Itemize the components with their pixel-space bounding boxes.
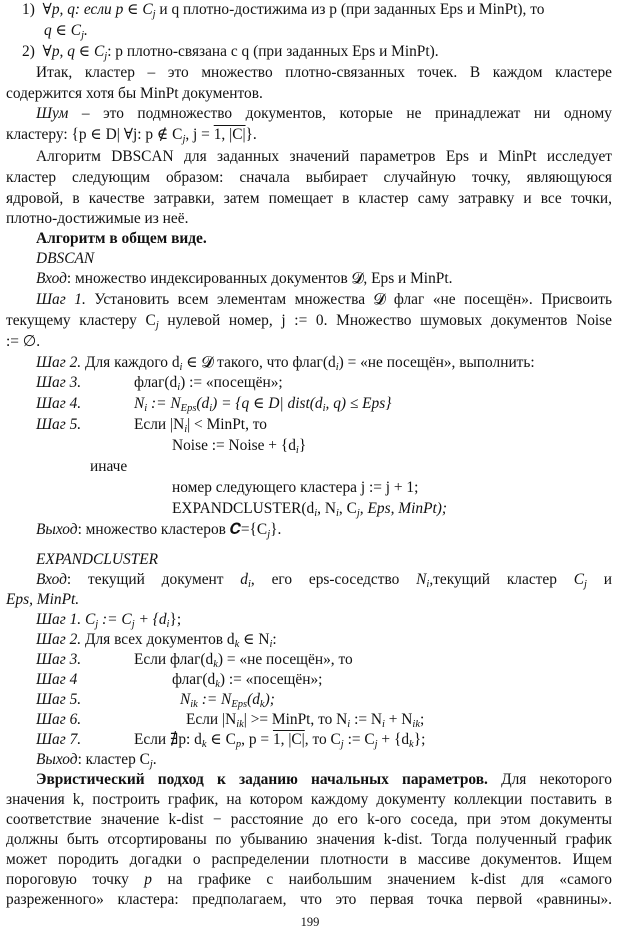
- page-number: 199: [300, 915, 320, 929]
- noise-definition-1: Шум – это подмножество документов, которые не принадлежат ни одному: [36, 105, 612, 122]
- heuristic-line-5: может породить догадки о распределении плотности в массиве документов. Ищем: [6, 851, 612, 868]
- dbscan-step-2: Шаг 2. Для каждого $d_i$ ∈ 𝓓 такого, что $флаг(d_i)$ = «не посещён», выполнить:: [36, 354, 535, 373]
- heuristic-line-3: соответствие значение k-dist − расстояние до его k-ого соседа, при этом документы: [6, 811, 612, 828]
- expand-output: Выход: кластер $C_j$.: [36, 751, 157, 770]
- cluster-definition-2: содержится хотя бы MinPt документов.: [6, 85, 263, 102]
- heuristic-line-4: должны быть отсортированы по убыванию значения k-dist. Тогда полученный график: [6, 831, 612, 848]
- algo-desc-2: кластер следующим образом: сначала выбирает случайную точку, являющуюся: [6, 169, 612, 186]
- algo-desc-4: плотно-достижимые из неё.: [6, 210, 189, 227]
- dbscan-step-1-end: := ∅.: [6, 333, 41, 350]
- dbscan-input: Вход: множество индексированных документов 𝓓, Eps и MinPt.: [36, 270, 453, 287]
- dbscan-step-5-label: Шаг 5.: [36, 416, 82, 433]
- expand-step-6: Если $|N_{ik}|$ >= MinPt, то $N_i$ := $N_i + N_{ik}$;: [186, 711, 425, 730]
- dbscan-step-1-cont: текущему кластеру $C_j$ нулевой номер, j := 0. Множество шумовых документов Noise: [6, 312, 613, 331]
- condition-1-cont: q ∈ $C_j$.: [44, 22, 88, 41]
- cluster-definition-1: Итак, кластер – это множество плотно-связанных точек. В каждом кластере: [36, 64, 612, 81]
- dbscan-step-1: Шаг 1. Установить всем элементам множества 𝓓 флаг «не посещён». Присвоить: [36, 291, 612, 308]
- noise-update: Noise := Noise + $\{d_i\}$: [172, 437, 307, 456]
- noise-definition-2: кластеру: {p ∈ D| ∀j: p ∉ $C_j$, j = 1, |C|}.: [6, 126, 257, 145]
- expand-input: Вход: текущий документ $d_i$, его eps-соседство $N_i,текущий$ кластер $C_j$ и: [36, 571, 612, 590]
- dbscan-title: DBSCAN: [36, 250, 95, 267]
- section-heading: Алгоритм в общем виде.: [36, 230, 207, 247]
- expand-step-4-label: Шаг 4: [36, 671, 78, 688]
- expand-step-3: Если $флаг(d_k)$ = «не посещён», то: [134, 651, 353, 670]
- condition-2: 2) ∀p, q ∈ $C_j$: p плотно-связана с q (при заданных Eps и MinPt).: [22, 43, 439, 62]
- expand-step-6-label: Шаг 6.: [36, 711, 82, 728]
- expand-title: EXPANDCLUSTER: [36, 551, 158, 568]
- dbscan-step-3-label: Шаг 3.: [36, 374, 82, 391]
- dbscan-step-4: $N_i$ := $N_{Eps}(d_i) = \{q$ ∈ D| $dist(d_i$, q) ≤ Eps}: [134, 395, 392, 414]
- dbscan-output: Выход: множество кластеров $𝑪=\{C_j\}$.: [36, 521, 282, 540]
- expand-step-7: Если ∄p: $d_k$ ∈ $C_p$, p = 1, |C|, то $C_j$ := $C_j + \{d_k\}$;: [134, 731, 426, 750]
- heuristic-line-1: Эвристический подход к заданию начальных параметров. Для некоторого: [36, 771, 612, 788]
- expand-input-cont: Eps, MinPt.: [6, 591, 80, 608]
- heuristic-line-7: разреженного» кластера: предполагаем, что это первая точка первой «равнины».: [6, 891, 612, 908]
- expand-step-5: $N_{ik}$ := $N_{Eps}(d_k)$;: [180, 691, 275, 710]
- algo-desc-3: ядровой, в качестве затравки, затем помещает в кластер саму затравку и все точки,: [6, 190, 612, 207]
- expand-step-1: Шаг 1. $C_j$ := $C_j + \{d_i\}$;: [36, 611, 182, 630]
- expand-step-4: $флаг(d_k)$ := «посещён»;: [172, 671, 323, 690]
- expand-step-3-label: Шаг 3.: [36, 651, 82, 668]
- expand-step-2: Шаг 2. Для всех документов $d_k$ ∈ $N_i$:: [36, 631, 277, 650]
- dbscan-step-4-label: Шаг 4.: [36, 395, 82, 412]
- dbscan-step-3: $флаг(d_i)$ := «посещён»;: [134, 374, 283, 393]
- algo-desc-1: Алгоритм DBSCAN для заданных значений параметров Eps и MinPt исследует: [36, 148, 612, 165]
- expand-step-5-label: Шаг 5.: [36, 691, 82, 708]
- expand-call: $EXPANDCLUSTER(d_i$, $N_i$, $C_j$, Eps, MinPt);: [172, 500, 447, 519]
- next-cluster: номер следующего кластера j := j + 1;: [172, 479, 419, 496]
- heuristic-line-6: пороговую точку p на графике с наибольшим значением k-dist для «самого: [6, 871, 612, 888]
- dbscan-step-5: Если $|N_i|$ < MinPt, то: [134, 416, 267, 435]
- expand-step-7-label: Шаг 7.: [36, 731, 82, 748]
- else-branch: иначе: [90, 458, 128, 475]
- condition-1: 1) ∀p, q: если p ∈ $C_j$ и q плотно-достижима из p (при заданных Eps и MinPt), то: [22, 1, 545, 20]
- heuristic-line-2: значения k, построить график, на котором каждому документу коллекции поставить в: [6, 791, 612, 808]
